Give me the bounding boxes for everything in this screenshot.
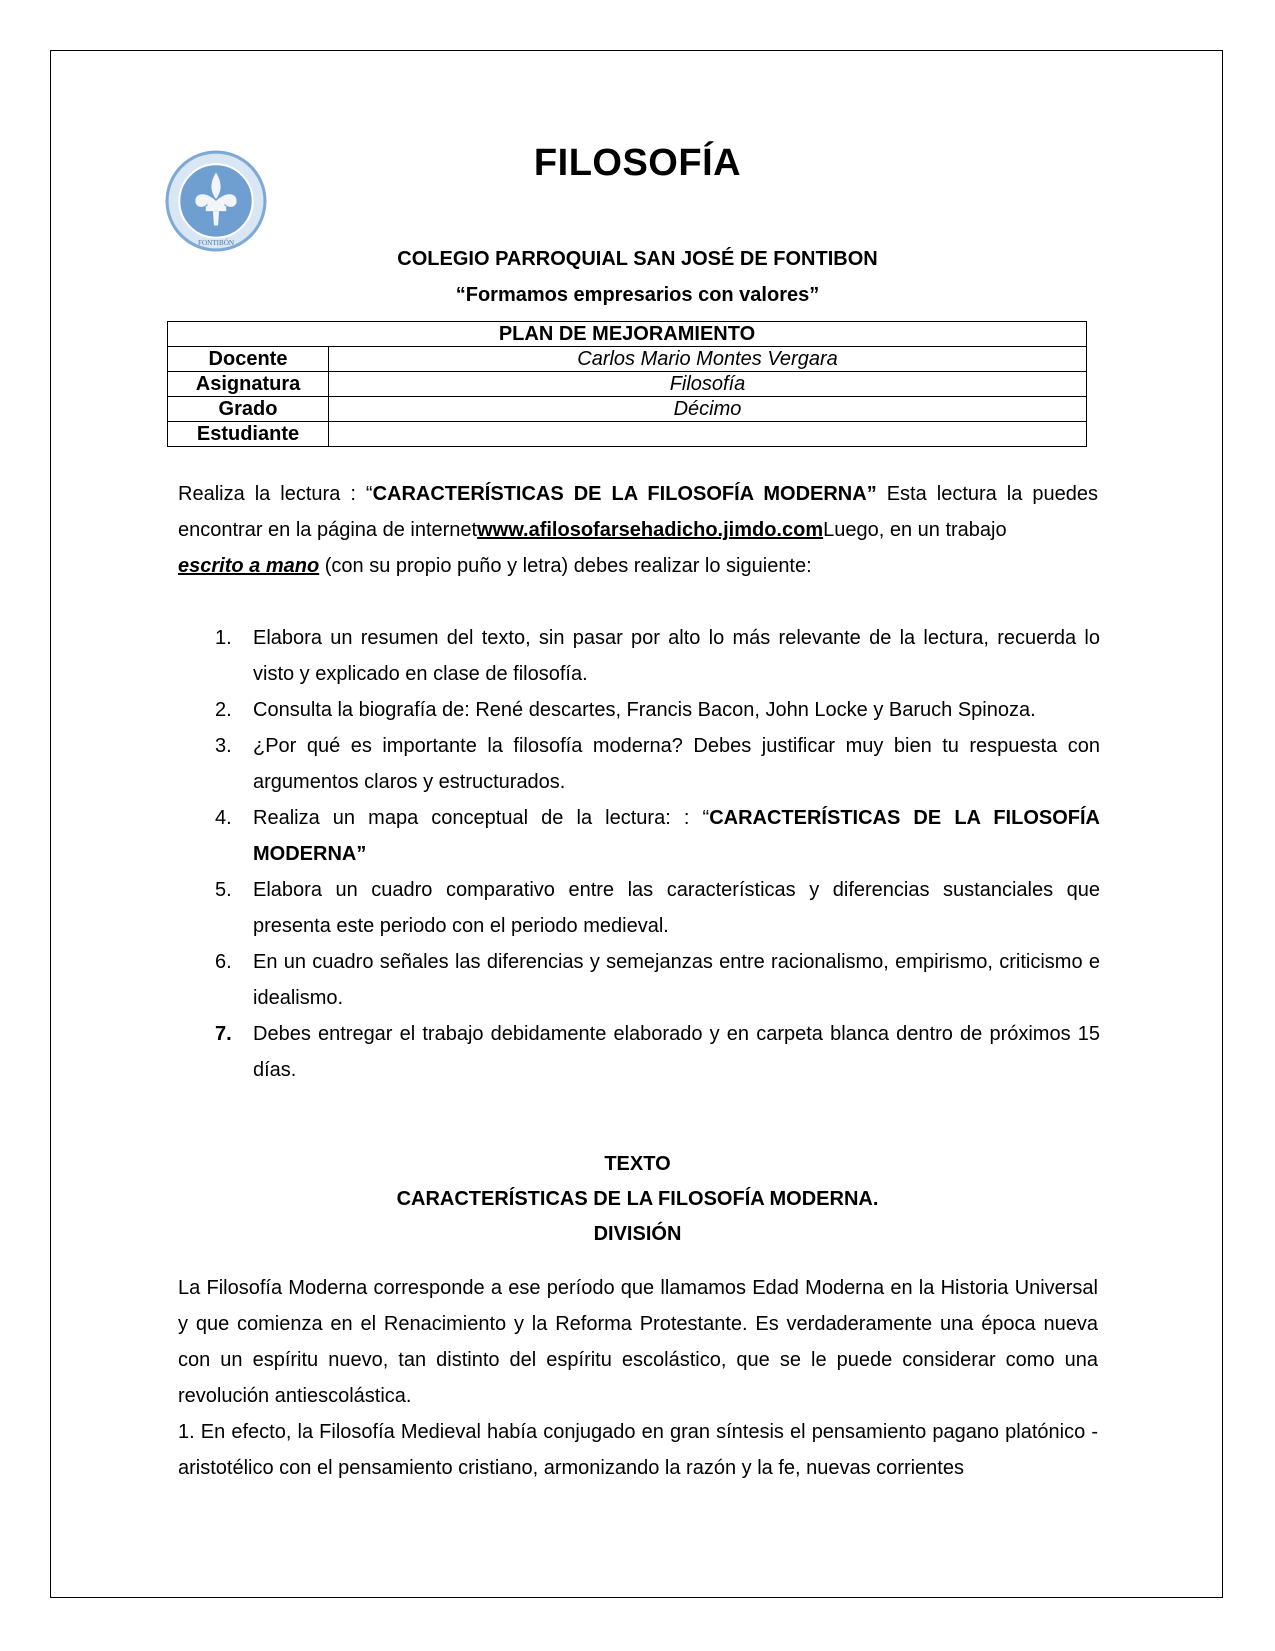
item-number: 4. xyxy=(215,807,232,829)
row-value-estudiante xyxy=(329,422,1087,447)
row-value-grado: Décimo xyxy=(329,397,1087,422)
row-value-asignatura: Filosofía xyxy=(329,372,1087,397)
reading-body xyxy=(178,1270,1098,1486)
item-text: ¿Por qué es importante la filosofía moderna? Debes justificar muy bien tu respuesta con argumentos claros y estructurados. xyxy=(253,735,1100,793)
item-number: 5. xyxy=(215,879,232,901)
row-label-docente: Docente xyxy=(168,347,329,372)
item-number: 2. xyxy=(215,699,232,721)
table-row xyxy=(168,422,1087,447)
handwritten-emphasis: escrito a mano xyxy=(178,555,320,577)
item-bold-text: CARACTERÍSTICAS DE LA FILOSOFÍA MODERNA” xyxy=(253,807,1101,865)
intro-text: Luego, en un trabajo xyxy=(823,519,1007,541)
list-item xyxy=(213,692,1100,728)
list-item xyxy=(213,620,1100,692)
list-item xyxy=(213,944,1100,1016)
row-label-estudiante: Estudiante xyxy=(168,422,329,447)
section-heading: DIVISIÓN xyxy=(593,1223,682,1245)
table-row xyxy=(168,397,1087,422)
svg-text:FONTIBÓN: FONTIBÓN xyxy=(197,238,235,247)
school-name: COLEGIO PARROQUIAL SAN JOSÉ DE FONTIBON xyxy=(397,248,878,270)
row-value-docente: Carlos Mario Montes Vergara xyxy=(329,347,1087,372)
plan-table-heading: PLAN DE MEJORAMIENTO xyxy=(168,322,1087,347)
row-label-grado: Grado xyxy=(168,397,329,422)
intro-text: (con su propio puño y letra) debes realizar lo siguiente: xyxy=(319,555,812,577)
instructions-paragraph xyxy=(178,476,1098,584)
table-row xyxy=(168,347,1087,372)
item-text: En un cuadro señales las diferencias y semejanzas entre racionalismo, empirismo, criticismo e idealismo. xyxy=(253,951,1100,1009)
reading-title-reference: CARACTERÍSTICAS DE LA FILOSOFÍA MODERNA” xyxy=(372,483,877,505)
reading-label: TEXTO xyxy=(604,1153,671,1175)
intro-text: Esta lectura la puedes encontrar en la página de internet xyxy=(178,483,1098,541)
row-label-asignatura: Asignatura xyxy=(168,372,329,397)
intro-text: Realiza la lectura : “ xyxy=(178,483,373,505)
item-text: Realiza un mapa conceptual de la lectura: : “ xyxy=(253,807,710,829)
item-text: Elabora un resumen del texto, sin pasar por alto lo más relevante de la lectura, recuerda lo visto y explicado en clase de filosofía. xyxy=(253,627,1100,685)
table-row xyxy=(168,372,1087,397)
plan-table xyxy=(167,321,1087,447)
item-text: Elabora un cuadro comparativo entre las características y diferencias sustanciales que presenta este periodo con el periodo medieval. xyxy=(253,879,1100,937)
item-number: 6. xyxy=(215,951,232,973)
list-item xyxy=(213,800,1100,872)
reading-title: CARACTERÍSTICAS DE LA FILOSOFÍA MODERNA. xyxy=(396,1188,879,1210)
item-number: 7. xyxy=(215,1023,232,1045)
list-item xyxy=(213,1016,1100,1088)
reading-paragraph: 1. En efecto, la Filosofía Medieval había conjugado en gran síntesis el pensamiento pagano platónico - aristotélico con el pensamiento cristiano, armonizando la razón y la fe, nuevas corrientes xyxy=(178,1421,1098,1479)
list-item xyxy=(213,872,1100,944)
item-number: 3. xyxy=(215,735,232,757)
task-list xyxy=(213,620,1100,1088)
website-link[interactable]: www.afilosofarsehadicho.jimdo.com xyxy=(477,519,824,541)
item-number: 1. xyxy=(215,627,232,649)
list-item xyxy=(213,728,1100,800)
school-motto: “Formamos empresarios con valores” xyxy=(455,284,820,306)
item-text: Debes entregar el trabajo debidamente elaborado y en carpeta blanca dentro de próximos 15 días. xyxy=(253,1023,1100,1081)
item-text: Consulta la biografía de: René descartes, Francis Bacon, John Locke y Baruch Spinoza. xyxy=(253,699,1036,721)
reading-paragraph: La Filosofía Moderna corresponde a ese período que llamamos Edad Moderna en la Historia Universal y que comienza en el Renacimiento y la Reforma Protestante. Es verdaderamente una época nueva con un espíritu nuevo, tan distinto del espíritu escolástico, que se le puede considerar como una revolución antiescolástica. xyxy=(178,1277,1098,1407)
document-title: FILOSOFÍA xyxy=(533,142,742,184)
plan-table-heading-row xyxy=(168,322,1087,347)
